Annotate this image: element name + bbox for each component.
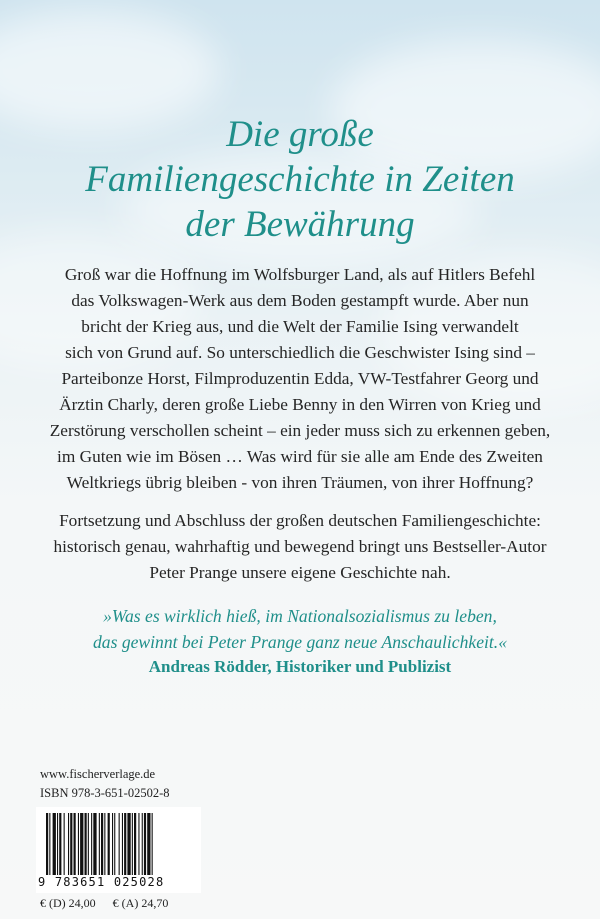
barcode-bar [114, 813, 115, 875]
barcode-bar [91, 813, 92, 875]
barcode-bar [59, 813, 61, 875]
blurb-line: Ärztin Charly, deren große Liebe Benny in den Wirren von Krieg und [59, 395, 541, 414]
barcode-bar [122, 813, 123, 875]
barcode-bar [138, 813, 139, 875]
barcode-bar [64, 813, 65, 875]
continuation-line: Fortsetzung und Abschluss der großen deutschen Familiengeschichte: [59, 511, 541, 530]
barcode-bar [108, 813, 110, 875]
continuation-line: historisch genau, wahrhaftig und bewegend bringt uns Bestseller-Autor [53, 537, 547, 556]
barcode-digits: 9 783651 025028 [38, 875, 165, 889]
barcode-bar [142, 813, 143, 875]
price-austria: € (A) 24,70 [112, 896, 169, 910]
barcode-bar [49, 813, 50, 875]
barcode-bar [85, 813, 87, 875]
barcode-bar [119, 813, 120, 875]
quote-attribution: Andreas Rödder, Historiker und Publizist [148, 657, 452, 676]
headline [0, 112, 600, 247]
barcode-bar [74, 813, 76, 875]
headline-line: Familiengeschichte in Zeiten [85, 159, 515, 200]
barcode-bar [53, 813, 56, 875]
barcode-bar [147, 813, 150, 875]
price-germany: € (D) 24,00 [40, 896, 96, 910]
blurb-line: bricht der Krieg aus, und die Welt der Familie Ising verwandelt [81, 317, 519, 336]
barcode-bar [101, 813, 103, 875]
isbn-number: ISBN 978-3-651-02502-8 [40, 786, 170, 800]
barcode-bar [134, 813, 136, 875]
publisher-website: www.fischerverlage.de [40, 767, 156, 781]
blurb-line: das Volkswagen-Werk aus dem Boden gestampft wurde. Aber nun [71, 291, 529, 310]
continuation-line: Peter Prange unsere eigene Geschichte nah. [149, 563, 451, 582]
blurb-line: im Guten wie im Bösen … Was wird für sie alle am Ende des Zweiten [57, 447, 543, 466]
barcode-bar [112, 813, 113, 875]
barcode-bar [46, 813, 48, 875]
quote-line: das gewinnt bei Peter Prange ganz neue Anschaulichkeit.« [92, 632, 508, 652]
continuation-paragraph [28, 508, 572, 586]
barcode-bar [144, 813, 146, 875]
barcode-bar [104, 813, 105, 875]
blurb-line: Zerstörung verschollen scheint – ein jeder muss sich zu erkennen geben, [49, 421, 551, 440]
headline-line: Die große [226, 114, 374, 155]
barcode-bar [78, 813, 79, 875]
barcode-bars [46, 813, 194, 875]
barcode-bar [57, 813, 58, 875]
barcode-bar [68, 813, 69, 875]
blurb-line: Parteibonze Horst, Filmproduzentin Edda, VW-Testfahrer Georg und [61, 369, 539, 388]
headline-line: der Bewährung [185, 204, 415, 245]
barcode-bar [80, 813, 83, 875]
barcode-bar [152, 813, 153, 875]
barcode-bar [127, 813, 130, 875]
quote-line: »Was es wirklich hieß, im Nationalsozialismus zu leben, [103, 606, 497, 626]
blurb-line: sich von Grund auf. So unterschiedlich die Geschwister Ising sind – [65, 343, 535, 362]
barcode-bar [124, 813, 126, 875]
barcode [36, 807, 201, 893]
price-info [40, 896, 182, 911]
blurb-line: Groß war die Hoffnung im Wolfsburger Land, als auf Hitlers Befehl [64, 265, 536, 284]
barcode-bar [93, 813, 96, 875]
barcode-bar [132, 813, 133, 875]
barcode-bar [88, 813, 89, 875]
barcode-bar [70, 813, 72, 875]
blurb-line: Weltkriegs übrig bleiben - von ihren Träumen, von ihrer Hoffnung? [66, 473, 534, 492]
review-quote [20, 603, 580, 655]
blurb-paragraph [28, 262, 572, 496]
barcode-bar [99, 813, 100, 875]
